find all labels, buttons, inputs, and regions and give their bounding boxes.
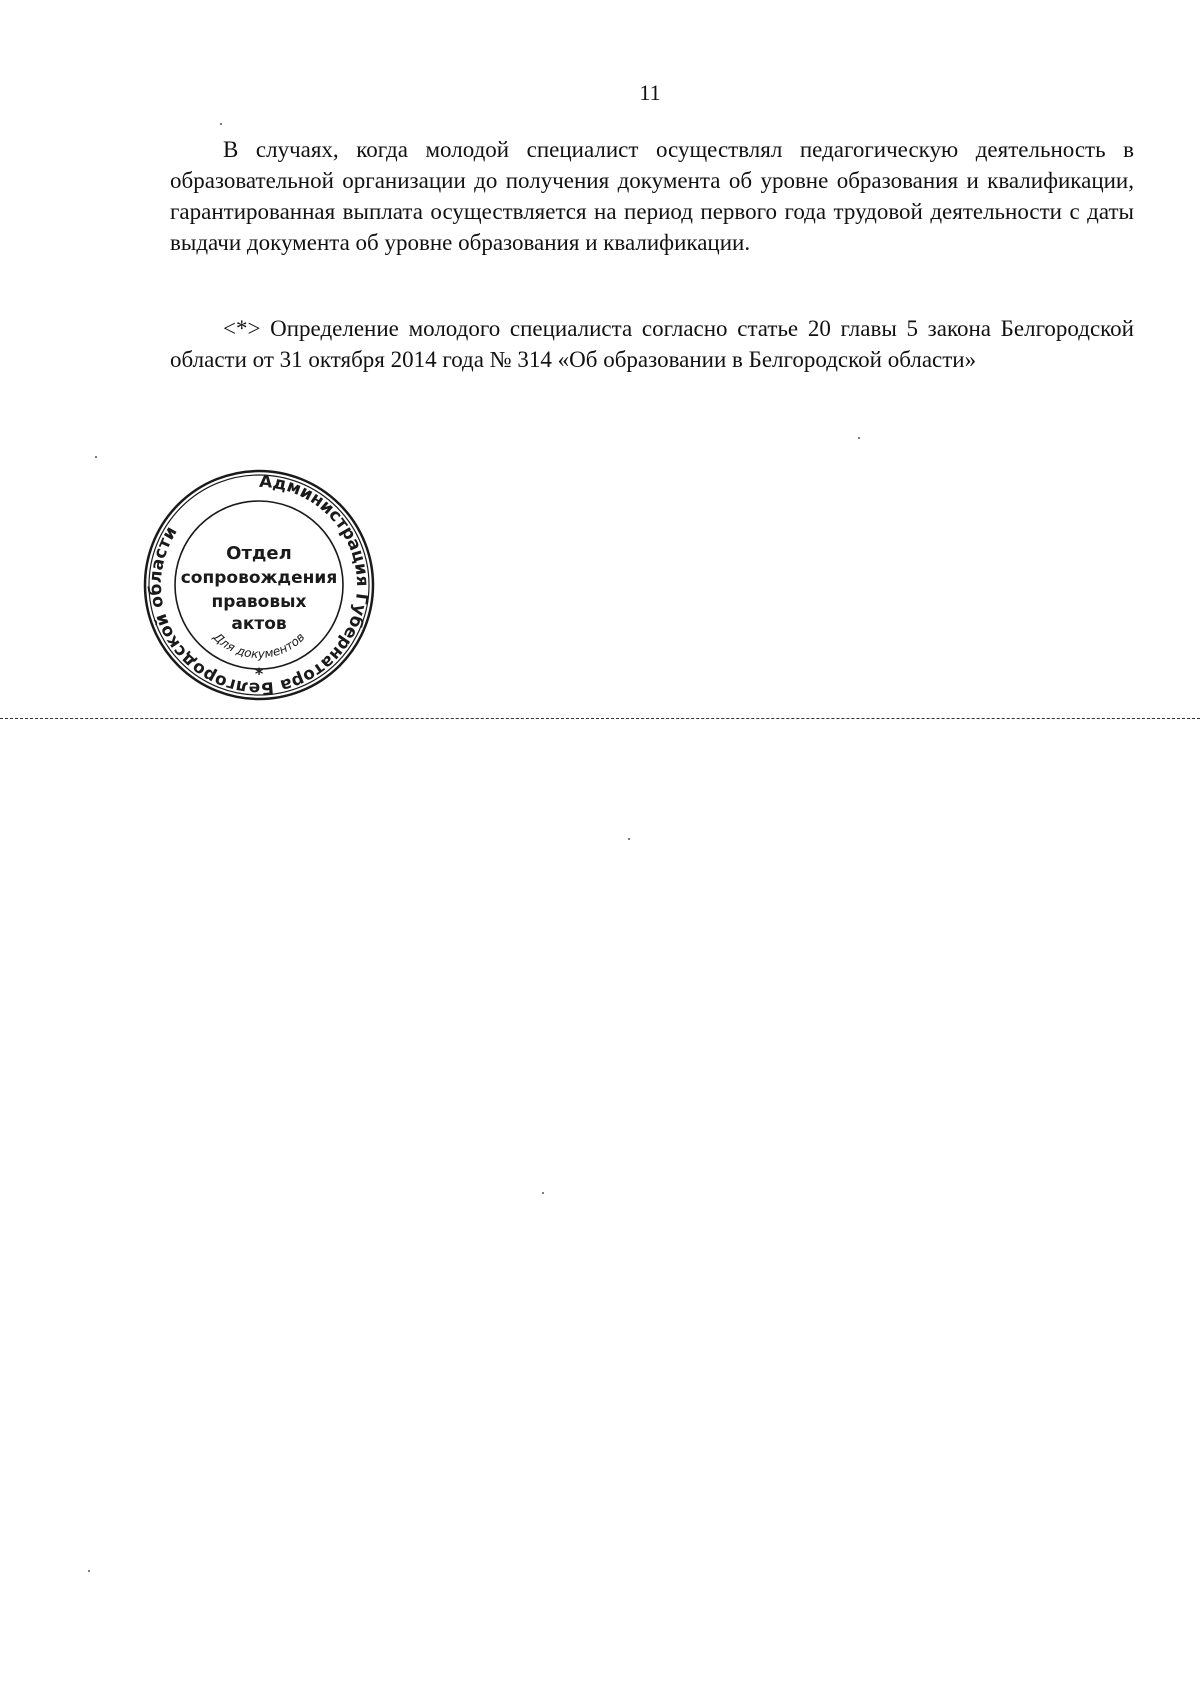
official-stamp: [141, 467, 377, 703]
scan-speck: [858, 437, 860, 439]
scan-speck: [95, 456, 97, 458]
stamp-center-line-4: актов: [231, 614, 287, 634]
stamp-star: *: [254, 664, 264, 683]
page-number: 11: [639, 80, 661, 105]
stamp-center-line-3: правовых: [211, 592, 307, 612]
stamp-bottom-text: Для документов: [210, 629, 308, 662]
scan-speck: [542, 1192, 544, 1194]
stamp-center-line-2: сопровождения: [180, 568, 338, 588]
scan-speck: [220, 123, 222, 125]
stamp-outer-ring-text: Администрация Губернатора Белгородской области: [145, 471, 373, 699]
stamp-center-line-1: Отдел: [226, 543, 292, 564]
footnote-definition: <*> Определение молодого специалиста согласно статье 20 главы 5 закона Белгородской области от 31 октября 2014 года № 314 «Об образовании в Белгородской области»: [170, 316, 1134, 372]
horizontal-divider: [0, 718, 1200, 719]
scan-speck: [88, 1570, 90, 1572]
paragraph-young-specialist-payment: В случаях, когда молодой специалист осуществлял педагогическую деятельность в образовательной организации до получения документа об уровне образования и квалификации, гарантированная выплата осуществляется на период первого года трудовой деятельности с даты выдачи документа об уровне образования и квалификации.: [170, 137, 1134, 255]
scan-speck: [628, 838, 630, 840]
